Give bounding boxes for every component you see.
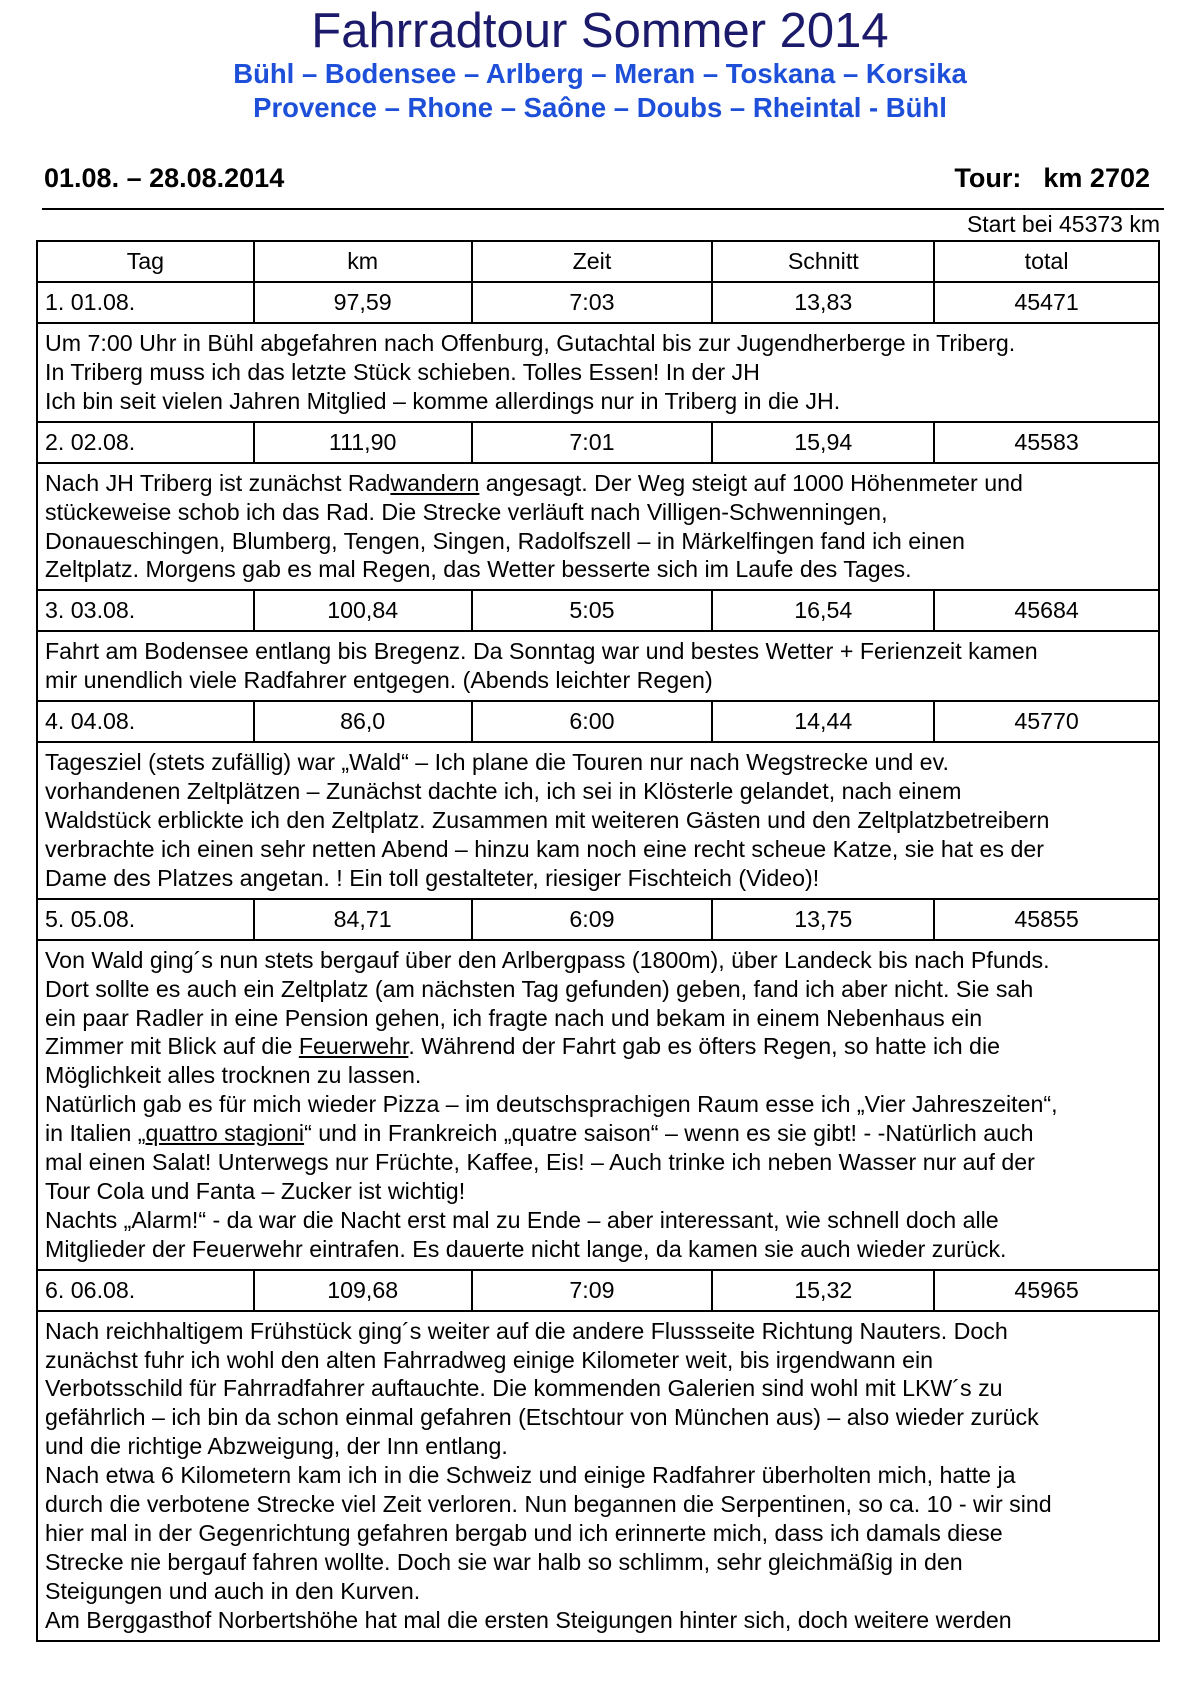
day-cell: 1. 01.08.: [37, 282, 254, 323]
underlined-word: quattro stagioni: [145, 1120, 305, 1147]
text-line: mir unendlich viele Radfahrer entgegen. (Abends leichter Regen): [45, 667, 713, 694]
total-cell: 45583: [934, 422, 1159, 463]
route-line-2: Provence – Rhone – Saône – Doubs – Rheintal - Bühl: [253, 92, 947, 123]
text-line: mal einen Salat! Unterwegs nur Früchte, Kaffee, Eis! – Auch trinke ich neben Wasser nur auf der: [45, 1149, 1035, 1176]
day-description: [37, 323, 1159, 422]
day-stats-row: [37, 422, 1159, 463]
document-title: Fahrradtour Sommer 2014: [311, 4, 889, 58]
tour-km-value: km 2702: [1043, 163, 1150, 193]
text-line: Von Wald ging´s nun stets bergauf über den Arlbergpass (1800m), über Landeck bis nach Pfunds.: [45, 946, 1050, 973]
col-header-km: km: [254, 241, 472, 282]
text-line: Tour Cola und Fanta – Zucker ist wichtig!: [45, 1177, 466, 1204]
time-cell: 6:09: [472, 899, 713, 940]
day-description: [37, 631, 1159, 701]
text-line: verbrachte ich einen sehr netten Abend – hinzu kam noch eine recht scheue Katze, sie hat es der: [45, 835, 1044, 862]
text-line: gefährlich – ich bin da schon einmal gefahren (Etschtour von München aus) – also wieder zurück: [45, 1404, 1039, 1431]
km-cell: 111,90: [254, 422, 472, 463]
time-cell: 7:01: [472, 422, 713, 463]
average-cell: 15,94: [712, 422, 934, 463]
text-line: Waldstück erblickte ich den Zeltplatz. Zusammen mit weiteren Gästen und den Zeltplatzbetreibern: [45, 806, 1050, 833]
text-line: Strecke nie bergauf fahren wollte. Doch sie war halb so schlimm, sehr gleichmäßig in den: [45, 1548, 963, 1575]
table-header-row: [37, 241, 1159, 282]
text-line: Steigungen und auch in den Kurven.: [45, 1577, 421, 1604]
text-line: Mitglieder der Feuerwehr eintrafen. Es dauerte nicht lange, da kamen sie auch wieder zurück.: [45, 1235, 1007, 1262]
route-line-1: Bühl – Bodensee – Arlberg – Meran – Toskana – Korsika: [233, 58, 967, 89]
km-cell: 84,71: [254, 899, 472, 940]
header-divider: [42, 208, 1164, 210]
text-line: vorhandenen Zeltplätzen – Zunächst dachte ich, ich sei in Klösterle gelandet, nach einem: [45, 778, 962, 805]
underlined-word: wandern: [390, 469, 480, 496]
total-cell: 45770: [934, 701, 1159, 742]
text-line: In Triberg muss ich das letzte Stück schieben. Tolles Essen! In der JH: [45, 358, 760, 385]
day-cell: 5. 05.08.: [37, 899, 254, 940]
text-line: Nach reichhaltigem Frühstück ging´s weiter auf die andere Flussseite Richtung Nauters. Doch: [45, 1317, 1008, 1344]
text-line: Tagesziel (stets zufällig) war „Wald“ – Ich plane die Touren nur nach Wegstrecke und ev.: [45, 749, 949, 776]
day-description: [37, 1311, 1159, 1641]
average-cell: 13,75: [712, 899, 934, 940]
text-line: zunächst fuhr ich wohl den alten Fahrradweg einige Kilometer weit, bis irgendwann ein: [45, 1346, 934, 1373]
start-odometer: Start bei 45373 km: [966, 211, 1160, 237]
text-line: Am Berggasthof Norbertshöhe hat mal die ersten Steigungen hinter sich, doch weitere werden: [45, 1606, 1012, 1633]
km-cell: 100,84: [254, 590, 472, 631]
text-line: hier mal in der Gegenrichtung gefahren bergab und ich erinnerte mich, dass ich damals diese: [45, 1520, 1003, 1546]
day-text-row: [37, 940, 1159, 1270]
average-cell: 15,32: [712, 1270, 934, 1311]
day-cell: 6. 06.08.: [37, 1270, 254, 1311]
text-line: Ich bin seit vielen Jahren Mitglied – komme allerdings nur in Triberg in die JH.: [45, 387, 841, 414]
day-cell: 2. 02.08.: [37, 422, 254, 463]
day-text-row: [37, 742, 1159, 899]
text-line: Nachts „Alarm!“ - da war die Nacht erst mal zu Ende – aber interessant, wie schnell doch alle: [45, 1206, 999, 1233]
text-line: Zimmer mit Blick auf die Feuerwehr. Während der Fahrt gab es öfters Regen, so hatte ich die: [45, 1033, 1001, 1060]
col-header-tag: Tag: [37, 241, 254, 282]
text-line: Zeltplatz. Morgens gab es mal Regen, das Wetter besserte sich im Laufe des Tages.: [45, 556, 912, 583]
day-stats-row: [37, 701, 1159, 742]
km-cell: 109,68: [254, 1270, 472, 1311]
text-line: durch die verbotene Strecke viel Zeit verloren. Nun begannen die Serpentinen, so ca. 10 - wir sind: [45, 1491, 1052, 1518]
col-header-total: total: [934, 241, 1159, 282]
km-cell: 86,0: [254, 701, 472, 742]
tour-log-table: [36, 240, 1160, 1642]
average-cell: 14,44: [712, 701, 934, 742]
average-cell: 13,83: [712, 282, 934, 323]
date-range: 01.08. – 28.08.2014: [44, 163, 285, 193]
day-cell: 4. 04.08.: [37, 701, 254, 742]
time-cell: 5:05: [472, 590, 713, 631]
day-cell: 3. 03.08.: [37, 590, 254, 631]
day-text-row: [37, 631, 1159, 701]
day-description: [37, 742, 1159, 899]
text-line: Donaueschingen, Blumberg, Tengen, Singen, Radolfszell – in Märkelfingen fand ich einen: [45, 527, 965, 554]
text-line: ein paar Radler in eine Pension gehen, ich fragte nach und bekam in einem Nebenhaus ein: [45, 1004, 983, 1031]
total-cell: 45684: [934, 590, 1159, 631]
tour-distance: [954, 163, 1150, 194]
time-cell: 7:09: [472, 1270, 713, 1311]
day-text-row: [37, 323, 1159, 422]
day-text-row: [37, 463, 1159, 591]
text-line: Um 7:00 Uhr in Bühl abgefahren nach Offenburg, Gutachtal bis zur Jugendherberge in Triberg.: [45, 330, 1016, 356]
text-line: Verbotsschild für Fahrradfahrer auftauchte. Die kommenden Galerien sind wohl mit LKW´s zu: [45, 1375, 1003, 1402]
text-line: Natürlich gab es für mich wieder Pizza – im deutschsprachigen Raum esse ich „Vier Jahreszeiten“,: [45, 1091, 1058, 1118]
time-cell: 7:03: [472, 282, 713, 323]
underlined-word: Feuerwehr: [298, 1033, 409, 1060]
text-line: Möglichkeit alles trocknen zu lassen.: [45, 1062, 422, 1089]
col-header-zeit: Zeit: [472, 241, 713, 282]
day-stats-row: [37, 282, 1159, 323]
text-line: Nach JH Triberg ist zunächst Radwandern angesagt. Der Weg steigt auf 1000 Höhenmeter und: [45, 469, 1023, 496]
average-cell: 16,54: [712, 590, 934, 631]
day-stats-row: [37, 1270, 1159, 1311]
time-cell: 6:00: [472, 701, 713, 742]
day-stats-row: [37, 899, 1159, 940]
tour-label: Tour:: [954, 163, 1022, 193]
total-cell: 45965: [934, 1270, 1159, 1311]
day-stats-row: [37, 590, 1159, 631]
text-line: Nach etwa 6 Kilometern kam ich in die Schweiz und einige Radfahrer überholten mich, hatte ja: [45, 1462, 1016, 1489]
text-line: Dort sollte es auch ein Zeltplatz (am nächsten Tag gefunden) geben, fand ich aber nicht. Sie sah: [45, 975, 1034, 1002]
total-cell: 45471: [934, 282, 1159, 323]
text-line: Fahrt am Bodensee entlang bis Bregenz. Da Sonntag war und bestes Wetter + Ferienzeit kamen: [45, 638, 1038, 665]
text-line: in Italien „quattro stagioni“ und in Frankreich „quatre saison“ – wenn es sie gibt! - -Natürlich auch: [45, 1120, 1034, 1147]
text-line: stückeweise schob ich das Rad. Die Strecke verläuft nach Villigen-Schwenningen,: [45, 498, 888, 525]
col-header-schnitt: Schnitt: [712, 241, 934, 282]
day-description: [37, 463, 1159, 591]
day-description: [37, 940, 1159, 1270]
day-text-row: [37, 1311, 1159, 1641]
total-cell: 45855: [934, 899, 1159, 940]
text-line: und die richtige Abzweigung, der Inn entlang.: [45, 1433, 508, 1460]
text-line: Dame des Platzes angetan. ! Ein toll gestalteter, riesiger Fischteich (Video)!: [45, 864, 820, 891]
km-cell: 97,59: [254, 282, 472, 323]
